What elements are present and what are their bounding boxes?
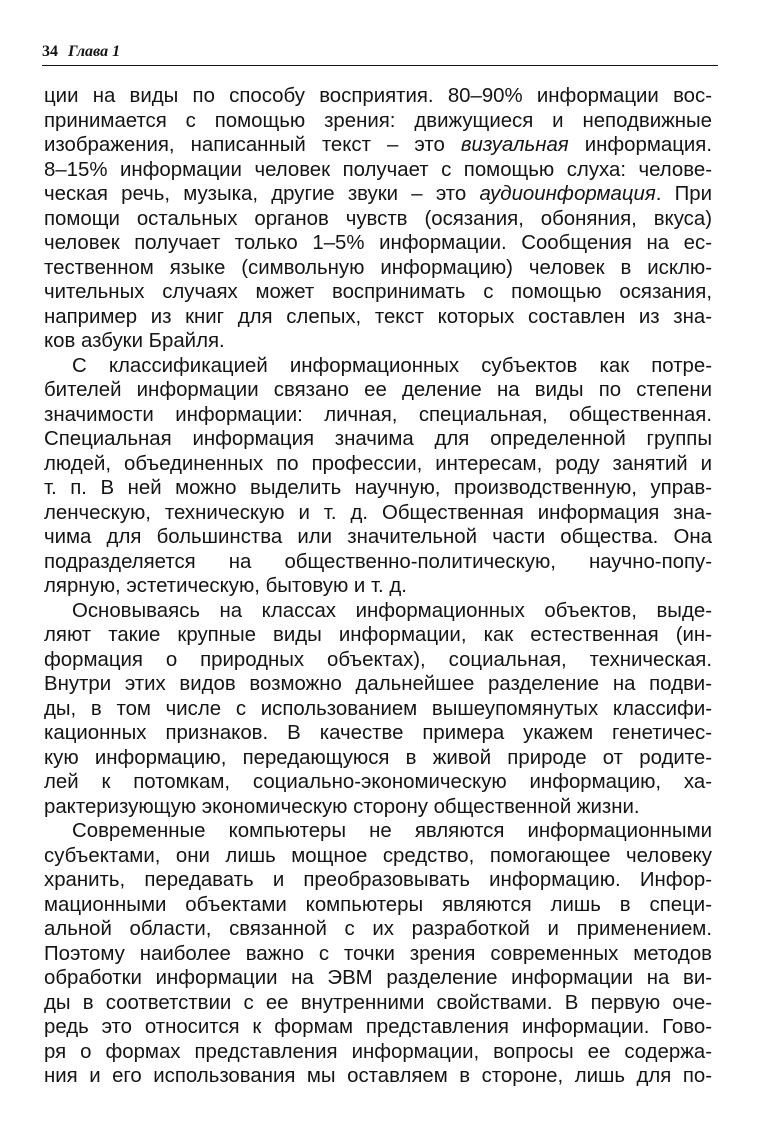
text-line bbox=[44, 256, 712, 281]
text-run: С классификацией информационных субъектов как потре- bbox=[72, 354, 712, 377]
text-run: Специальная информация значима для определенной группы bbox=[44, 428, 712, 450]
text-run: человек получает только 1–5% информации. Сообщения на ес- bbox=[44, 232, 712, 254]
text-line bbox=[44, 305, 712, 330]
text-run: ды в соответствии с ее внутренними свойствами. В первую оче- bbox=[44, 991, 712, 1014]
header-rule bbox=[42, 65, 718, 66]
text-run: формация о природных объектах), социальная, техническая. bbox=[44, 648, 712, 671]
text-run: Внутри этих видов возможно дальнейшее разделение на подви- bbox=[44, 673, 712, 695]
text-line bbox=[44, 746, 712, 771]
text-run: ря о формах представления информации, вопросы ее содержа- bbox=[44, 1040, 712, 1063]
text-run: . При bbox=[655, 183, 712, 205]
text-run: кационных признаков. В качестве примера укажем генетичес- bbox=[44, 722, 712, 744]
text-run: ды, в том числе с использованием вышеупомянутых классифи- bbox=[44, 697, 712, 720]
text-run: лярную, эстетическую, бытовую и т. д. bbox=[44, 575, 407, 597]
text-line bbox=[44, 574, 712, 599]
text-line bbox=[44, 868, 712, 893]
text-run: ния и его использования мы оставляем в стороне, лишь для по- bbox=[44, 1065, 712, 1087]
text-run: альной области, связанной с их разработкой и применением. bbox=[44, 918, 712, 940]
text-run: субъектами, они лишь мощное средство, помогающее человеку bbox=[44, 844, 712, 867]
text-run: людей, объединенных по профессии, интересам, роду занятий и bbox=[44, 452, 712, 475]
page-number: 34 bbox=[42, 43, 58, 60]
text-line bbox=[44, 84, 712, 109]
text-run: принимается с помощью зрения: движущиеся и неподвижные bbox=[44, 109, 712, 132]
text-run: подразделяется на общественно-политическую, научно-попу- bbox=[44, 550, 712, 573]
text-line bbox=[44, 770, 712, 795]
text-line bbox=[44, 525, 712, 550]
text-line bbox=[44, 354, 712, 379]
text-run: ческая речь, музыка, другие звуки – это bbox=[44, 183, 480, 205]
text-line bbox=[44, 942, 712, 967]
text-line bbox=[44, 427, 712, 452]
text-run: Современные компьютеры не являются информационными bbox=[72, 820, 712, 842]
text-run: рактеризующую экономическую сторону общественной жизни. bbox=[44, 795, 640, 818]
chapter-title: Глава 1 bbox=[68, 43, 121, 60]
text-line bbox=[44, 844, 712, 869]
text-line bbox=[44, 697, 712, 722]
text-line bbox=[44, 1040, 712, 1065]
text-run: 8–15% информации человек получает с помощью слуха: челове- bbox=[44, 158, 712, 181]
text-line bbox=[44, 966, 712, 991]
text-run: хранить, передавать и преобразовывать информацию. Инфор- bbox=[44, 869, 712, 891]
text-line bbox=[44, 182, 712, 207]
italic-term: визуальная bbox=[460, 134, 569, 156]
text-run: значимости информации: личная, специальная, общественная. bbox=[44, 403, 712, 426]
text-run: ленческую, техническую и т. д. Общественная информация зна- bbox=[44, 501, 712, 524]
running-head bbox=[42, 40, 718, 64]
text-line bbox=[44, 1015, 712, 1040]
italic-term: аудиоинформация bbox=[479, 183, 656, 205]
text-run: ков азбуки Брайля. bbox=[44, 330, 225, 352]
text-run: помощи остальных органов чувств (осязания, обоняния, вкуса) bbox=[44, 207, 712, 230]
text-line bbox=[44, 991, 712, 1016]
text-run: лей к потомкам, социально-экономическую информацию, ха- bbox=[44, 771, 712, 793]
text-run: ляют такие крупные виды информации, как естественная (ин- bbox=[44, 624, 712, 646]
text-line bbox=[44, 550, 712, 575]
text-run: ции на виды по способу восприятия. 80–90% информации вос- bbox=[44, 85, 712, 107]
text-run: чима для большинства или значительной части общества. Она bbox=[44, 526, 712, 548]
body-text bbox=[44, 84, 712, 1089]
text-run: бителей информации связано ее деление на виды по степени bbox=[44, 379, 712, 401]
text-run: Основываясь на классах информационных объектов, выде- bbox=[72, 599, 712, 622]
text-line bbox=[44, 476, 712, 501]
text-line bbox=[44, 1064, 712, 1089]
text-line bbox=[44, 280, 712, 305]
text-line bbox=[44, 672, 712, 697]
text-run: изображения, написанный текст – это bbox=[44, 134, 461, 156]
text-line bbox=[44, 795, 712, 820]
text-run: обработки информации на ЭВМ разделение информации на ви- bbox=[44, 967, 712, 989]
text-line bbox=[44, 893, 712, 918]
text-run: например из книг для слепых, текст которых составлен из зна- bbox=[44, 305, 712, 328]
text-line bbox=[44, 158, 712, 183]
text-line bbox=[44, 721, 712, 746]
text-line bbox=[44, 378, 712, 403]
text-line bbox=[44, 231, 712, 256]
text-line bbox=[44, 133, 712, 158]
text-line bbox=[44, 623, 712, 648]
text-run: Поэтому наиболее важно с точки зрения современных методов bbox=[44, 942, 712, 965]
text-run: информация. bbox=[568, 134, 712, 156]
text-line bbox=[44, 501, 712, 526]
text-line bbox=[44, 648, 712, 673]
text-run: мационными объектами компьютеры являются лишь в специ- bbox=[44, 893, 712, 916]
text-line bbox=[44, 599, 712, 624]
text-line bbox=[44, 109, 712, 134]
text-line bbox=[44, 207, 712, 232]
text-run: тественном языке (символьную информацию) человек в исклю- bbox=[44, 256, 712, 279]
text-line bbox=[44, 403, 712, 428]
text-line bbox=[44, 452, 712, 477]
text-run: редь это относится к формам представления информации. Гово- bbox=[44, 1016, 712, 1038]
text-line bbox=[44, 917, 712, 942]
text-run: чительных случаях может воспринимать с помощью осязания, bbox=[44, 281, 712, 303]
text-line bbox=[44, 819, 712, 844]
text-line bbox=[44, 329, 712, 354]
text-run: кую информацию, передающуюся в живой природе от родите- bbox=[44, 746, 712, 769]
text-run: т. п. В ней можно выделить научную, производственную, управ- bbox=[44, 477, 712, 499]
